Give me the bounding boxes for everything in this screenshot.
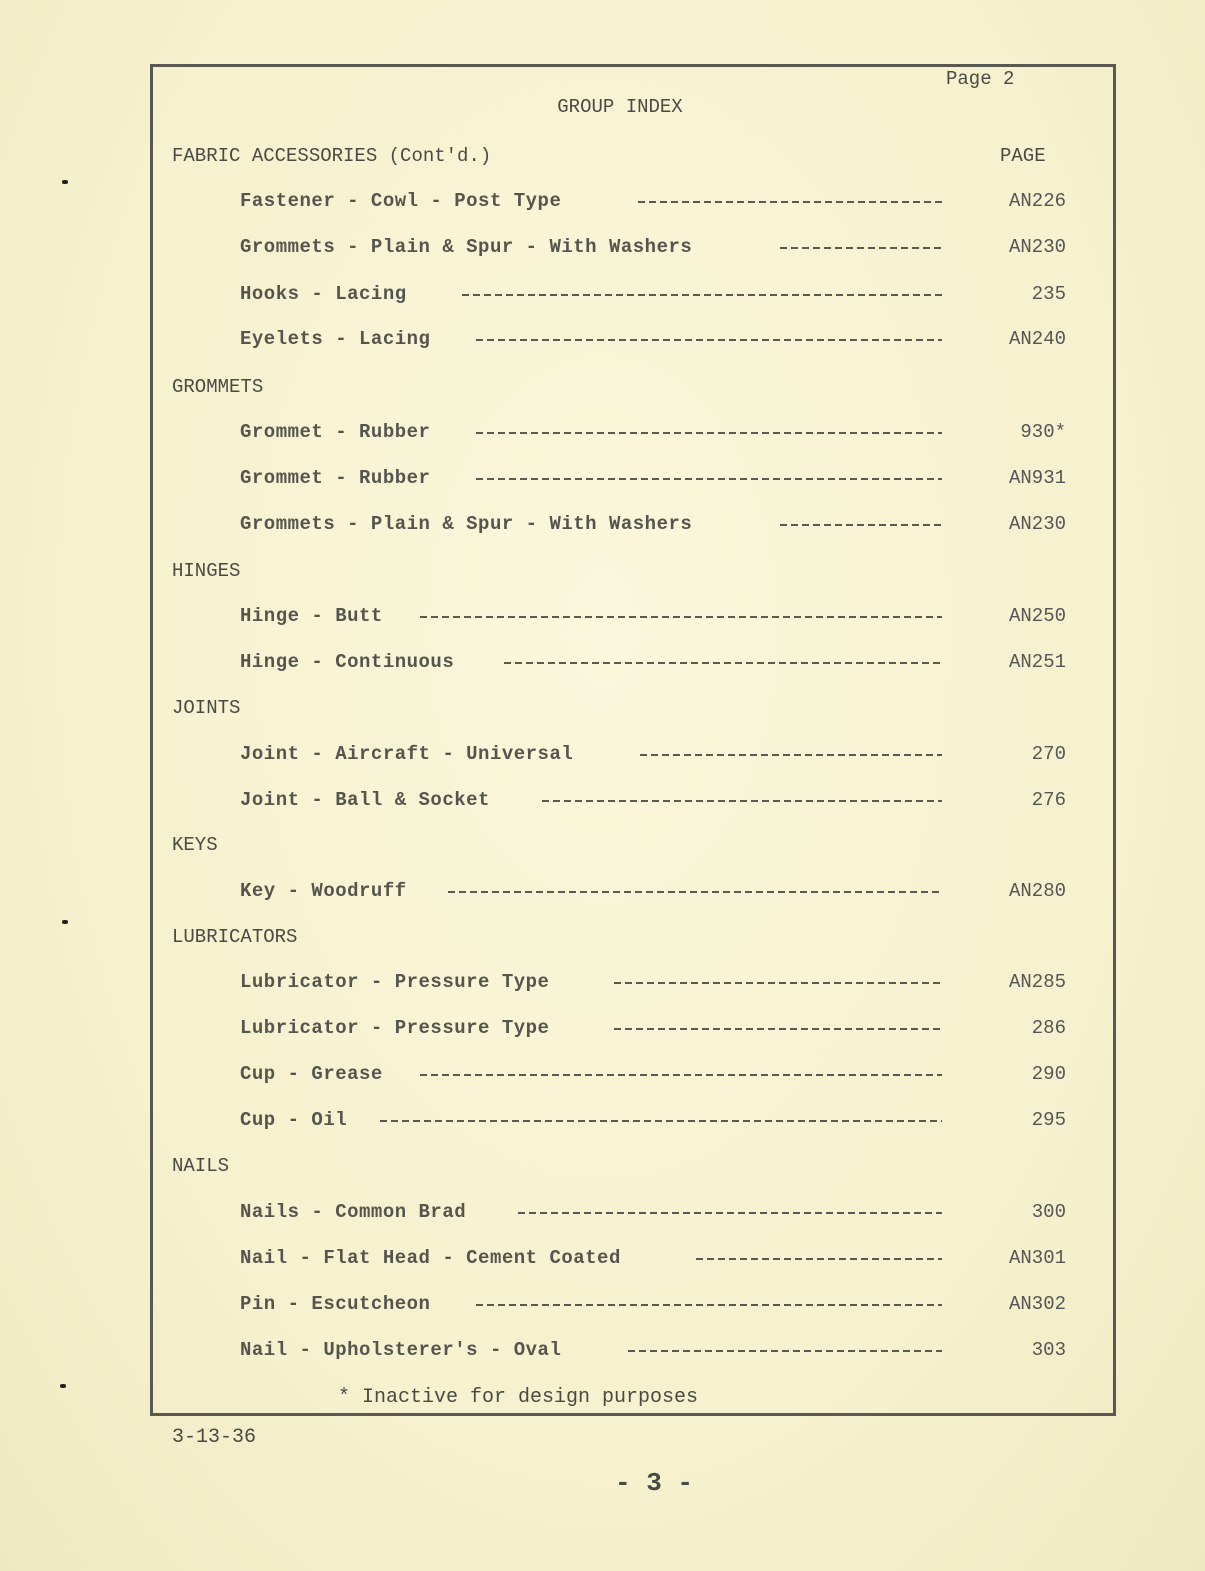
entry-label: Cup - Grease (240, 1063, 383, 1085)
page-column-header: PAGE (1000, 145, 1046, 167)
index-entry (240, 651, 1110, 675)
entry-label: Grommet - Rubber (240, 467, 431, 489)
section-heading-fabric-accessories: FABRIC ACCESSORIES (Cont'd.) (172, 145, 492, 167)
page-folio: - 3 - (615, 1468, 694, 1498)
dot-leader (640, 754, 942, 756)
entry-page: 290 (1031, 1063, 1066, 1085)
binder-mark (62, 180, 68, 184)
index-entry (240, 971, 1110, 995)
entry-label: Grommets - Plain & Spur - With Washers (240, 513, 693, 535)
dot-leader (476, 1304, 942, 1306)
section-heading-hinges: HINGES (172, 560, 241, 582)
index-entry (240, 283, 1110, 307)
index-entry (240, 880, 1110, 904)
dot-leader (614, 1028, 942, 1030)
binder-mark (62, 920, 68, 924)
entry-page: AN250 (1008, 605, 1066, 627)
entry-page: AN302 (1008, 1293, 1066, 1315)
index-entry (240, 1017, 1110, 1041)
section-heading-keys: KEYS (172, 834, 218, 856)
dot-leader (504, 662, 942, 664)
section-heading-joints: JOINTS (172, 697, 241, 719)
entry-label: Nail - Upholsterer's - Oval (240, 1339, 562, 1361)
page-label: Page 2 (946, 68, 1015, 90)
index-entry (240, 513, 1110, 537)
dot-leader (780, 247, 942, 249)
entry-label: Grommet - Rubber (240, 421, 431, 443)
page-title: GROUP INDEX (557, 96, 683, 118)
entry-page: AN931 (1008, 467, 1066, 489)
entry-label: Joint - Aircraft - Universal (240, 743, 574, 765)
index-entry (240, 789, 1110, 813)
entry-page: 300 (1031, 1201, 1066, 1223)
entry-label: Fastener - Cowl - Post Type (240, 190, 562, 212)
entry-page: 286 (1031, 1017, 1066, 1039)
dot-leader (448, 891, 942, 893)
dot-leader (476, 432, 942, 434)
dot-leader (628, 1350, 942, 1352)
index-entry (240, 1109, 1110, 1133)
section-heading-lubricators: LUBRICATORS (172, 926, 298, 948)
entry-label: Key - Woodruff (240, 880, 407, 902)
dot-leader (380, 1120, 942, 1122)
entry-page: 295 (1031, 1109, 1066, 1131)
index-entry (240, 467, 1110, 491)
entry-page: 270 (1031, 743, 1066, 765)
dot-leader (420, 616, 942, 618)
footnote: * Inactive for design purposes (338, 1386, 699, 1409)
dot-leader (462, 294, 942, 296)
entry-page: 303 (1031, 1339, 1066, 1361)
entry-label: Joint - Ball & Socket (240, 789, 490, 811)
entry-label: Hinge - Butt (240, 605, 383, 627)
index-entry (240, 1339, 1110, 1363)
dot-leader (614, 982, 942, 984)
entry-page: 930* (1020, 421, 1066, 443)
entry-label: Cup - Oil (240, 1109, 348, 1131)
entry-page: 235 (1031, 283, 1066, 305)
entry-label: Hooks - Lacing (240, 283, 407, 305)
document-date: 3-13-36 (172, 1426, 257, 1449)
dot-leader (696, 1258, 942, 1260)
index-entry (240, 1247, 1110, 1271)
index-entry (240, 1293, 1110, 1317)
entry-page: 276 (1031, 789, 1066, 811)
entry-page: AN230 (1008, 236, 1066, 258)
entry-label: Grommets - Plain & Spur - With Washers (240, 236, 693, 258)
dot-leader (780, 524, 942, 526)
dot-leader (476, 478, 942, 480)
entry-label: Nails - Common Brad (240, 1201, 467, 1223)
binder-mark (60, 1384, 66, 1388)
section-heading-grommets: GROMMETS (172, 376, 264, 398)
entry-label: Nail - Flat Head - Cement Coated (240, 1247, 621, 1269)
entry-label: Eyelets - Lacing (240, 328, 431, 350)
entry-page: AN240 (1008, 328, 1066, 350)
dot-leader (476, 339, 942, 341)
index-entry (240, 1063, 1110, 1087)
section-heading-nails: NAILS (172, 1155, 230, 1177)
index-entry (240, 328, 1110, 352)
dot-leader (420, 1074, 942, 1076)
index-entry (240, 236, 1110, 260)
index-entry (240, 605, 1110, 629)
index-entry (240, 421, 1110, 445)
entry-page: AN226 (1008, 190, 1066, 212)
index-entry (240, 190, 1110, 214)
index-entry (240, 1201, 1110, 1225)
entry-label: Hinge - Continuous (240, 651, 455, 673)
entry-page: AN280 (1008, 880, 1066, 902)
dot-leader (638, 201, 942, 203)
entry-page: AN301 (1008, 1247, 1066, 1269)
dot-leader (542, 800, 942, 802)
entry-label: Pin - Escutcheon (240, 1293, 431, 1315)
entry-label: Lubricator - Pressure Type (240, 971, 550, 993)
index-entry (240, 743, 1110, 767)
entry-page: AN285 (1008, 971, 1066, 993)
entry-page: AN251 (1008, 651, 1066, 673)
dot-leader (518, 1212, 942, 1214)
entry-page: AN230 (1008, 513, 1066, 535)
entry-label: Lubricator - Pressure Type (240, 1017, 550, 1039)
